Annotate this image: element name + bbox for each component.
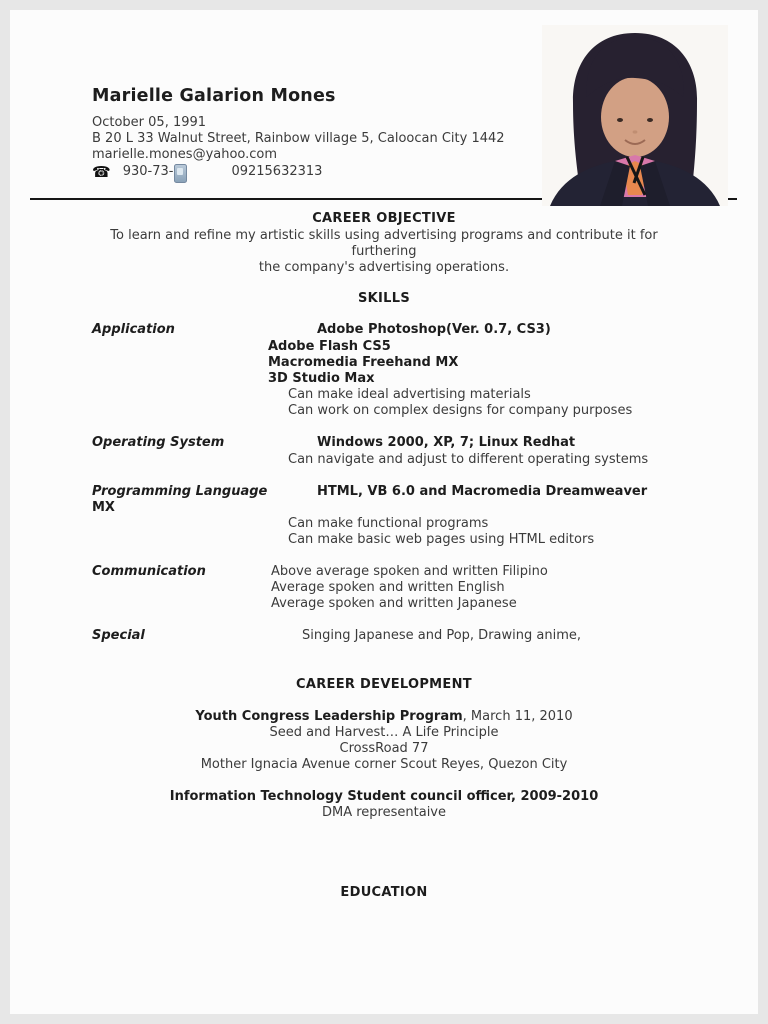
skill-label-programming-language: Programming Language <box>92 484 268 499</box>
skill-note: Can make basic web pages using HTML editors <box>288 532 595 547</box>
skill-value: Adobe Photoshop(Ver. 0.7, CS3) <box>317 322 551 337</box>
skill-value: HTML, VB 6.0 and Macromedia Dreamweaver <box>317 484 648 499</box>
telephone-icon: ☎ <box>92 162 111 181</box>
candidate-name: Marielle Galarion Mones <box>92 86 336 106</box>
skill-value: Above average spoken and written Filipino <box>271 564 548 579</box>
education-heading: EDUCATION <box>340 885 428 900</box>
career-objective-heading: CAREER OBJECTIVE <box>312 211 456 226</box>
address-line: B 20 L 33 Walnut Street, Rainbow village 5, Caloocan City 1442 <box>92 131 505 146</box>
left-eye <box>617 118 623 122</box>
career-objective-line: furthering <box>351 244 417 259</box>
skill-value: Adobe Flash CS5 <box>268 339 391 354</box>
email-address: marielle.mones@yahoo.com <box>92 147 278 162</box>
skill-value: 3D Studio Max <box>268 371 375 386</box>
skill-value: Average spoken and written English <box>271 580 505 595</box>
career-entry-line: CrossRoad 77 <box>339 741 429 756</box>
resume-page <box>10 10 758 1014</box>
profile-photo <box>542 25 728 206</box>
birth-date: October 05, 1991 <box>92 115 207 130</box>
right-eye <box>647 118 653 122</box>
career-objective-line: To learn and refine my artistic skills using advertising programs and contribute it for <box>110 228 658 243</box>
skill-note: Can work on complex designs for company purposes <box>288 403 633 418</box>
landline-number: 930-73- <box>122 163 174 179</box>
skill-label-communication: Communication <box>92 564 206 579</box>
skill-value: Singing Japanese and Pop, Drawing anime, <box>302 628 581 643</box>
career-entry-title-date: , March 11, 2010 <box>462 709 573 724</box>
phone-row <box>92 162 322 181</box>
cellphone-icon <box>174 164 187 183</box>
skill-label-application: Application <box>92 322 175 337</box>
skill-note: Can make functional programs <box>288 516 489 531</box>
mobile-number: 09215632313 <box>231 163 323 179</box>
skill-label-operating-system: Operating System <box>92 435 225 450</box>
career-entry-line: Mother Ignacia Avenue corner Scout Reyes, Quezon City <box>200 757 568 772</box>
skill-value-wrapped: MX <box>92 500 115 515</box>
skill-note: Can make ideal advertising materials <box>288 387 531 402</box>
skill-value: Windows 2000, XP, 7; Linux Redhat <box>317 435 576 450</box>
career-entry-line: DMA representaive <box>322 805 446 820</box>
skill-note: Can navigate and adjust to different operating systems <box>288 452 649 467</box>
career-entry-title-bold: Youth Congress Leadership Program <box>195 709 463 724</box>
career-objective-line: the company's advertising operations. <box>258 260 510 275</box>
nose-shadow <box>633 130 638 133</box>
career-entry-line: Seed and Harvest… A Life Principle <box>269 725 499 740</box>
skills-heading: SKILLS <box>357 291 410 306</box>
skill-value: Macromedia Freehand MX <box>268 355 459 370</box>
career-entry-title <box>10 789 758 805</box>
career-entry-title <box>10 709 758 725</box>
cellphone-screen <box>177 168 183 175</box>
career-development-heading: CAREER DEVELOPMENT <box>296 677 472 692</box>
portrait-illustration <box>542 25 728 206</box>
skill-label-special: Special <box>92 628 145 643</box>
skill-value: Average spoken and written Japanese <box>271 596 517 611</box>
career-entry-title-bold: Information Technology Student council officer, 2009-2010 <box>169 789 599 804</box>
